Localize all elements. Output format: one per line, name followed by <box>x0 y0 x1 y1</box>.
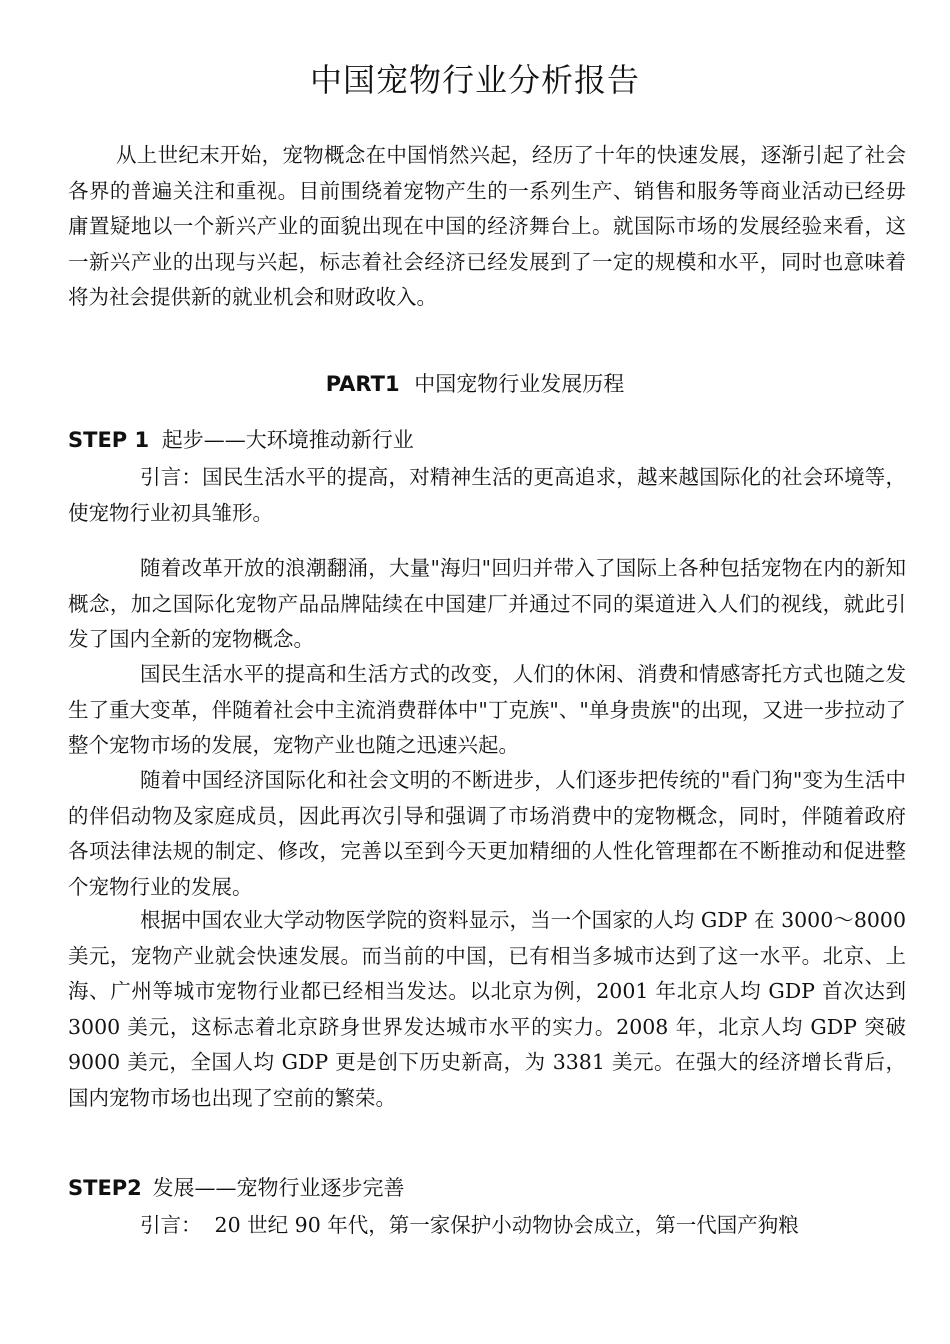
part1-heading <box>0 366 950 402</box>
document-title: 中国宠物行业分析报告 <box>309 61 640 99</box>
step1-intro: 引言：国民生活水平的提高，对精神生活的更高追求，越来越国际化的社会环境等，使宠物行业初具雏形。 <box>68 465 906 525</box>
intro-paragraph: 从上世纪末开始，宠物概念在中国悄然兴起，经历了十年的快速发展，逐渐引起了社会各界的普遍关注和重视。目前围绕着宠物产生的一系列生产、销售和服务等商业活动已经毋庸置疑地以一个新兴产业的面貌出现在中国的经济舞台上。就国际市场的发展经验来看，这一新兴产业的出现与兴起，标志着社会经济已经发展到了一定的规模和水平，同时也意味着将为社会提供新的就业机会和财政收入。 <box>68 143 906 309</box>
part1-title: 中国宠物行业发展历程 <box>414 372 625 396</box>
step2-heading <box>68 1170 906 1206</box>
step1-paragraph-4: 根据中国农业大学动物医学院的资料显示，当一个国家的人均 GDP 在 3000～8000 美元，宠物产业就会快速发展。而当前的中国，已有相当多城市达到了这一水平。北京、上海、广州等城市宠物行业都已经相当发达。以北京为例，2001 年北京人均 GDP 首次达到 3000 美元，这标志着北京跻身世界发达城市水平的实力。2008 年，北京人均 GDP 突破 9000 美元，全国人均 GDP 更是创下历史新高，为 3381 美元。在强大的经济增长背后，国内宠物市场也出现了空前的繁荣。 <box>68 908 906 1110</box>
step1-label: STEP 1 <box>68 428 150 452</box>
step1-paragraph-1: 随着改革开放的浪潮翻涌，大量"海归"回归并带入了国际上各种包括宠物在内的新知概念，加之国际化宠物产品品牌陆续在中国建厂并通过不同的渠道进入人们的视线，就此引发了国内全新的宠物概念。 <box>68 556 906 651</box>
step1-heading <box>68 422 906 458</box>
step1-paragraph-3: 随着中国经济国际化和社会文明的不断进步，人们逐步把传统的"看门狗"变为生活中的伴侣动物及家庭成员，因此再次引导和强调了市场消费中的宠物概念，同时，伴随着政府各项法律法规的制定、修改，完善以至到今天更加精细的人性化管理都在不断推动和促进整个宠物行业的发展。 <box>68 768 906 899</box>
step2-intro: 引言： 20 世纪 90 年代，第一家保护小动物协会成立，第一代国产狗粮 <box>140 1213 799 1237</box>
step2-title: 发展——宠物行业逐步完善 <box>152 1176 405 1200</box>
step2-label: STEP2 <box>68 1176 142 1200</box>
step1-title: 起步——大环境推动新行业 <box>161 428 414 452</box>
part1-label: PART1 <box>325 372 400 396</box>
step1-paragraph-2: 国民生活水平的提高和生活方式的改变，人们的休闲、消费和情感寄托方式也随之发生了重大变革，伴随着社会中主流消费群体中"丁克族"、"单身贵族"的出现，又进一步拉动了整个宠物市场的发展，宠物产业也随之迅速兴起。 <box>68 662 906 757</box>
